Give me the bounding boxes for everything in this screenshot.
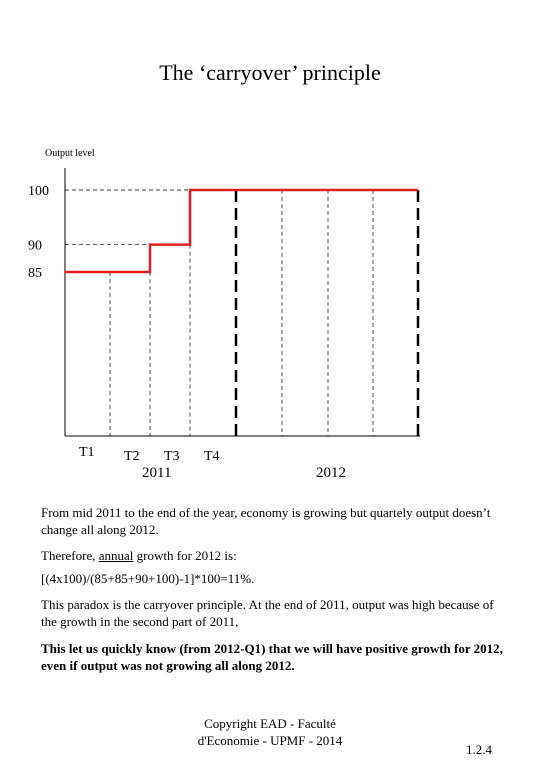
x-tick-t2: T2 — [124, 449, 140, 464]
paragraph-paradox: This paradox is the carryover principle. At the end of 2011, output was high because of the growth in the second part of 2011, — [41, 597, 494, 629]
footer-copyright — [170, 715, 370, 749]
y-tick-100: 100 — [28, 184, 49, 199]
slide-title: The ‘carryover’ principle — [159, 60, 381, 85]
axes — [65, 168, 420, 436]
growth-formula: [(4x100)/(85+85+90+100)-1]*100=11%. — [41, 571, 255, 586]
footer-line-1: Copyright EAD - Faculté — [204, 716, 336, 731]
para2-after: growth for 2012 is: — [133, 548, 237, 563]
x-tick-t4: T4 — [204, 449, 220, 464]
x-tick-t3: T3 — [164, 449, 180, 464]
guide-lines — [65, 190, 418, 436]
x-tick-labels — [79, 445, 346, 481]
step-line — [65, 190, 418, 272]
footer-line-2: d'Economie - UPMF - 2014 — [197, 733, 343, 748]
para2-annual: annual — [98, 548, 134, 563]
para2-before: Therefore, — [41, 548, 99, 563]
y-tick-85: 85 — [28, 266, 42, 281]
series-output-level — [65, 190, 418, 272]
paragraph-conclusion: This let us quickly know (from 2012-Q1) that we will have positive growth for 2012, even if output was not growing all along 2012. — [41, 641, 503, 673]
year-label-2011: 2011 — [142, 465, 172, 481]
page-number: 1.2.4 — [466, 742, 492, 757]
y-tick-labels — [28, 184, 49, 281]
y-tick-90: 90 — [28, 238, 42, 254]
paragraph-growth: From mid 2011 to the end of the year, economy is growing but quartely output doesn’t change all along 2012. — [41, 505, 491, 537]
x-tick-t1: T1 — [79, 445, 95, 460]
y-axis-label: Output level — [45, 148, 95, 159]
paragraph-annual-growth — [41, 547, 511, 564]
year-label-2012: 2012 — [316, 465, 346, 481]
